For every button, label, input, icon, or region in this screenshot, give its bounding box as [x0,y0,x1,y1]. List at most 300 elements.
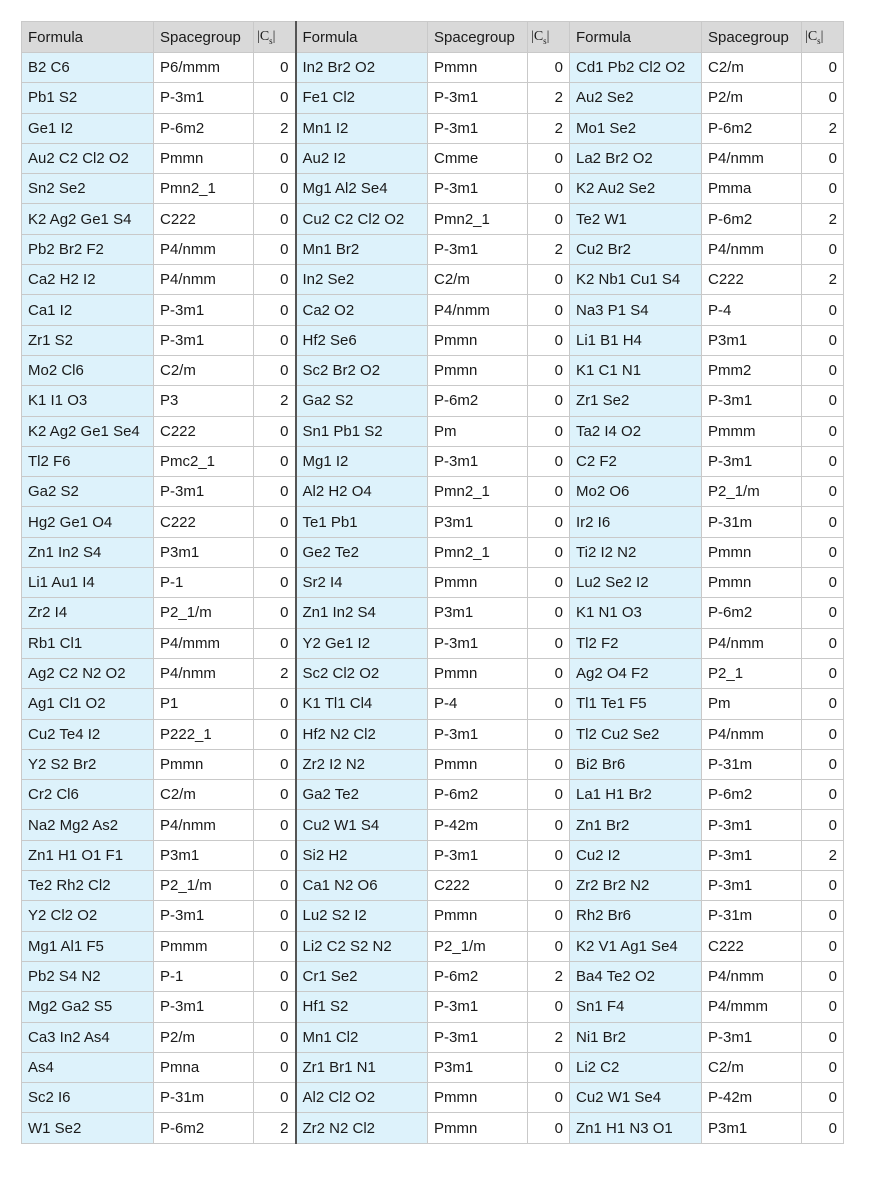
cs-value-cell: 0 [254,719,296,749]
cs-value-cell: 0 [802,992,844,1022]
cs-value-cell: 0 [528,355,570,385]
header-cs-subscript: s [817,35,821,46]
cs-value-cell: 0 [528,507,570,537]
cs-value-cell: 0 [254,628,296,658]
spacegroup-cell: P4/nmm [154,265,254,295]
cs-value-cell: 0 [254,749,296,779]
header-cs-subscript: s [543,35,547,46]
table-row [22,234,844,264]
cs-value-cell: 0 [528,1083,570,1113]
spacegroup-cell: P-3m1 [154,477,254,507]
formula-cell: Mg1 Al2 Se4 [296,174,428,204]
table-row [22,204,844,234]
table-row [22,386,844,416]
spacegroup-cell: P2_1/m [154,598,254,628]
cs-value-cell: 0 [254,840,296,870]
formula-cell: Pb2 S4 N2 [22,961,154,991]
spacegroup-cell: P-3m1 [154,83,254,113]
spacegroup-cell: Pmmn [428,53,528,83]
formula-cell: La2 Br2 O2 [570,143,702,173]
cs-value-cell: 0 [254,1022,296,1052]
table-row [22,295,844,325]
spacegroup-cell: C222 [154,204,254,234]
cs-value-cell: 0 [802,234,844,264]
formula-cell: Sn1 Pb1 S2 [296,416,428,446]
table-row [22,1022,844,1052]
formula-cell: Ga2 S2 [22,477,154,507]
cs-value-cell: 0 [528,295,570,325]
spacegroup-cell: P-3m1 [428,83,528,113]
cs-value-cell: 0 [802,1052,844,1082]
cs-value-cell: 0 [802,507,844,537]
spacegroup-cell: Pmna [154,1052,254,1082]
cs-value-cell: 0 [802,931,844,961]
cs-value-cell: 0 [802,446,844,476]
spacegroup-cell: Pmmm [154,931,254,961]
spacegroup-cell: P-3m1 [428,113,528,143]
formula-cell: K2 Ag2 Ge1 Se4 [22,416,154,446]
cs-value-cell: 2 [254,1113,296,1143]
cs-value-cell: 2 [802,204,844,234]
header-formula: Formula [570,22,702,53]
cs-value-cell: 0 [528,265,570,295]
table-row [22,265,844,295]
formula-cell: Te1 Pb1 [296,507,428,537]
cs-value-cell: 2 [802,840,844,870]
formula-cell: Ir2 I6 [570,507,702,537]
header-cs-subscript: s [269,35,273,46]
cs-value-cell: 0 [528,143,570,173]
table-row [22,477,844,507]
formula-cell: K1 C1 N1 [570,355,702,385]
formula-cell: Lu2 S2 I2 [296,901,428,931]
formula-cell: Mo2 Cl6 [22,355,154,385]
cs-value-cell: 0 [802,810,844,840]
table-row [22,1113,844,1143]
cs-value-cell: 0 [254,598,296,628]
cs-value-cell: 0 [254,992,296,1022]
formula-cell: Ag1 Cl1 O2 [22,689,154,719]
spacegroup-cell: P2_1/m [154,871,254,901]
cs-value-cell: 0 [528,931,570,961]
table-body [22,53,844,1144]
spacegroup-cell: C222 [428,871,528,901]
spacegroup-cell: P-6m2 [428,780,528,810]
cs-value-cell: 0 [254,931,296,961]
spacegroup-cell: P3m1 [702,1113,802,1143]
table-row [22,598,844,628]
table-row [22,628,844,658]
formula-cell: Pb1 S2 [22,83,154,113]
spacegroup-cell: C222 [702,265,802,295]
spacegroup-cell: P4/nmm [702,143,802,173]
cs-value-cell: 0 [528,537,570,567]
table-row [22,143,844,173]
cs-value-cell: 0 [254,355,296,385]
formula-cell: Sc2 Br2 O2 [296,355,428,385]
table-row [22,658,844,688]
cs-value-cell: 2 [528,113,570,143]
cs-value-cell: 0 [254,174,296,204]
cs-value-cell: 0 [802,1022,844,1052]
table-row [22,840,844,870]
formula-cell: Ge1 I2 [22,113,154,143]
cs-value-cell: 0 [528,204,570,234]
cs-value-cell: 0 [802,83,844,113]
cs-value-cell: 0 [802,537,844,567]
table-row [22,355,844,385]
cs-value-cell: 0 [802,386,844,416]
cs-value-cell: 0 [528,658,570,688]
formula-cell: Sc2 I6 [22,1083,154,1113]
cs-value-cell: 0 [528,1052,570,1082]
materials-table-container [21,21,844,1144]
cs-value-cell: 0 [528,53,570,83]
table-row [22,992,844,1022]
formula-cell: K2 V1 Ag1 Se4 [570,931,702,961]
spacegroup-cell: Pmn2_1 [428,204,528,234]
cs-value-cell: 0 [802,174,844,204]
formula-cell: Li2 C2 S2 N2 [296,931,428,961]
formula-cell: As4 [22,1052,154,1082]
cs-value-cell: 2 [254,658,296,688]
formula-cell: Zr1 Se2 [570,386,702,416]
formula-cell: Zn1 H1 N3 O1 [570,1113,702,1143]
cs-value-cell: 0 [802,416,844,446]
cs-value-cell: 0 [802,871,844,901]
cs-value-cell: 0 [802,295,844,325]
spacegroup-cell: P3 [154,386,254,416]
spacegroup-cell: P3m1 [428,598,528,628]
cs-value-cell: 0 [802,689,844,719]
spacegroup-cell: P-3m1 [702,871,802,901]
formula-cell: Na2 Mg2 As2 [22,810,154,840]
formula-cell: Zr1 Br1 N1 [296,1052,428,1082]
formula-cell: Mg2 Ga2 S5 [22,992,154,1022]
cs-value-cell: 0 [802,1113,844,1143]
cs-value-cell: 0 [802,628,844,658]
cs-value-cell: 0 [802,325,844,355]
cs-value-cell: 0 [254,901,296,931]
formula-cell: Ta2 I4 O2 [570,416,702,446]
spacegroup-cell: C222 [154,507,254,537]
spacegroup-cell: C2/m [428,265,528,295]
spacegroup-cell: P-3m1 [428,992,528,1022]
formula-cell: Mn1 Br2 [296,234,428,264]
spacegroup-cell: Pmmn [428,1113,528,1143]
spacegroup-cell: P3m1 [428,507,528,537]
cs-value-cell: 0 [254,780,296,810]
cs-value-cell: 0 [254,689,296,719]
formula-cell: Cu2 C2 Cl2 O2 [296,204,428,234]
formula-cell: Ca1 N2 O6 [296,871,428,901]
formula-cell: Cu2 Br2 [570,234,702,264]
spacegroup-cell: P-3m1 [428,840,528,870]
spacegroup-cell: Pmmn [428,568,528,598]
spacegroup-cell: P3m1 [428,1052,528,1082]
formula-cell: La1 H1 Br2 [570,780,702,810]
spacegroup-cell: P-31m [702,901,802,931]
spacegroup-cell: Pmmn [702,537,802,567]
cs-value-cell: 0 [528,568,570,598]
spacegroup-cell: Pmmn [428,901,528,931]
spacegroup-cell: P-3m1 [154,295,254,325]
formula-cell: Zn1 In2 S4 [296,598,428,628]
header-formula: Formula [296,22,428,53]
table-row [22,537,844,567]
spacegroup-cell: P-3m1 [428,1022,528,1052]
table-row [22,83,844,113]
cs-value-cell: 0 [802,598,844,628]
formula-cell: K2 Ag2 Ge1 S4 [22,204,154,234]
spacegroup-cell: C222 [702,931,802,961]
formula-cell: Hf2 N2 Cl2 [296,719,428,749]
cs-value-cell: 0 [528,719,570,749]
spacegroup-cell: P-1 [154,961,254,991]
spacegroup-cell: Pmmn [154,143,254,173]
cs-value-cell: 0 [528,901,570,931]
formula-cell: Ga2 S2 [296,386,428,416]
formula-cell: C2 F2 [570,446,702,476]
formula-cell: Ge2 Te2 [296,537,428,567]
formula-cell: Zn1 Br2 [570,810,702,840]
formula-cell: Y2 Ge1 I2 [296,628,428,658]
cs-value-cell: 0 [528,840,570,870]
spacegroup-cell: Pmmn [428,658,528,688]
formula-cell: Zr2 N2 Cl2 [296,1113,428,1143]
table-row [22,1083,844,1113]
spacegroup-cell: C2/m [154,355,254,385]
table-row [22,961,844,991]
cs-value-cell: 0 [528,598,570,628]
cs-value-cell: 0 [254,537,296,567]
spacegroup-cell: P-42m [702,1083,802,1113]
cs-value-cell: 0 [528,689,570,719]
formula-cell: W1 Se2 [22,1113,154,1143]
header-spacegroup: Spacegroup [428,22,528,53]
cs-value-cell: 0 [254,53,296,83]
formula-cell: Tl2 F2 [570,628,702,658]
spacegroup-cell: P-6m2 [702,598,802,628]
spacegroup-cell: C2/m [702,53,802,83]
cs-value-cell: 0 [528,992,570,1022]
spacegroup-cell: Pmmm [702,416,802,446]
spacegroup-cell: P2_1/m [702,477,802,507]
header-formula: Formula [22,22,154,53]
cs-value-cell: 0 [802,1083,844,1113]
spacegroup-cell: Pmn2_1 [154,174,254,204]
spacegroup-cell: P-31m [154,1083,254,1113]
formula-cell: Mo2 O6 [570,477,702,507]
formula-cell: Zr2 I2 N2 [296,749,428,779]
cs-value-cell: 0 [802,780,844,810]
header-cs: $|C_s|$ [528,22,570,53]
spacegroup-cell: P-3m1 [702,446,802,476]
formula-cell: Y2 Cl2 O2 [22,901,154,931]
spacegroup-cell: P-3m1 [154,325,254,355]
formula-cell: K2 Nb1 Cu1 S4 [570,265,702,295]
spacegroup-cell: C2/m [702,1052,802,1082]
table-row [22,810,844,840]
cs-value-cell: 0 [528,446,570,476]
table-row [22,113,844,143]
table-row [22,749,844,779]
formula-cell: Na3 P1 S4 [570,295,702,325]
spacegroup-cell: P-3m1 [702,840,802,870]
spacegroup-cell: P-3m1 [428,234,528,264]
spacegroup-cell: C222 [154,416,254,446]
cs-value-cell: 0 [254,446,296,476]
cs-value-cell: 2 [802,265,844,295]
formula-cell: Cd1 Pb2 Cl2 O2 [570,53,702,83]
table-row [22,1052,844,1082]
spacegroup-cell: P6/mmm [154,53,254,83]
formula-cell: Tl1 Te1 F5 [570,689,702,719]
cs-value-cell: 0 [802,53,844,83]
table-row [22,568,844,598]
formula-cell: Mg1 Al1 F5 [22,931,154,961]
cs-value-cell: 0 [254,507,296,537]
spacegroup-cell: P4/nmm [154,658,254,688]
spacegroup-cell: Pmmn [154,749,254,779]
spacegroup-cell: Cmme [428,143,528,173]
spacegroup-cell: P-6m2 [154,113,254,143]
formula-cell: Ni1 Br2 [570,1022,702,1052]
spacegroup-cell: P-6m2 [154,1113,254,1143]
formula-cell: Cu2 W1 S4 [296,810,428,840]
cs-value-cell: 0 [254,234,296,264]
spacegroup-cell: Pmmn [428,355,528,385]
spacegroup-cell: P4/nmm [702,628,802,658]
cs-value-cell: 0 [254,477,296,507]
spacegroup-cell: P-3m1 [154,992,254,1022]
formula-cell: In2 Se2 [296,265,428,295]
formula-cell: Cu2 I2 [570,840,702,870]
cs-value-cell: 2 [802,113,844,143]
header-cs: $|C_s|$ [802,22,844,53]
formula-cell: Zr2 I4 [22,598,154,628]
formula-cell: Sn1 F4 [570,992,702,1022]
cs-value-cell: 0 [802,749,844,779]
formula-cell: K1 I1 O3 [22,386,154,416]
cs-value-cell: 0 [802,658,844,688]
cs-value-cell: 2 [528,961,570,991]
cs-value-cell: 2 [254,386,296,416]
formula-cell: Au2 I2 [296,143,428,173]
cs-value-cell: 0 [528,810,570,840]
formula-cell: In2 Br2 O2 [296,53,428,83]
spacegroup-cell: P4/nmm [428,295,528,325]
formula-cell: Rb1 Cl1 [22,628,154,658]
formula-cell: Cu2 W1 Se4 [570,1083,702,1113]
spacegroup-cell: P-31m [702,749,802,779]
cs-value-cell: 0 [254,810,296,840]
formula-cell: Cu2 Te4 I2 [22,719,154,749]
formula-cell: B2 C6 [22,53,154,83]
spacegroup-cell: Pmc2_1 [154,446,254,476]
spacegroup-cell: Pmmn [428,1083,528,1113]
spacegroup-cell: P-6m2 [702,780,802,810]
spacegroup-cell: P-3m1 [428,719,528,749]
spacegroup-cell: Pmmn [428,325,528,355]
formula-cell: Cr1 Se2 [296,961,428,991]
formula-cell: Zn1 H1 O1 F1 [22,840,154,870]
spacegroup-cell: P-31m [702,507,802,537]
spacegroup-cell: P-6m2 [428,961,528,991]
table-row [22,507,844,537]
formula-cell: Au2 Se2 [570,83,702,113]
formula-cell: Si2 H2 [296,840,428,870]
cs-value-cell: 0 [802,719,844,749]
spacegroup-cell: P-6m2 [702,113,802,143]
cs-value-cell: 0 [528,1113,570,1143]
cs-value-cell: 0 [528,871,570,901]
spacegroup-cell: P2/m [702,83,802,113]
cs-value-cell: 0 [802,355,844,385]
formula-cell: Ca2 H2 I2 [22,265,154,295]
formula-cell: Hf1 S2 [296,992,428,1022]
table-row [22,719,844,749]
spacegroup-cell: P-3m1 [428,628,528,658]
materials-table [21,21,844,1144]
formula-cell: Zr2 Br2 N2 [570,871,702,901]
cs-value-cell: 0 [802,143,844,173]
formula-cell: Li1 B1 H4 [570,325,702,355]
table-row [22,53,844,83]
spacegroup-cell: P3m1 [154,840,254,870]
spacegroup-cell: P-3m1 [702,810,802,840]
cs-value-cell: 2 [528,1022,570,1052]
cs-value-cell: 0 [528,628,570,658]
formula-cell: Te2 Rh2 Cl2 [22,871,154,901]
header-cs-letter: C [259,28,270,44]
spacegroup-cell: Pmn2_1 [428,477,528,507]
spacegroup-cell: Pmmn [428,749,528,779]
cs-value-cell: 0 [528,749,570,779]
formula-cell: Lu2 Se2 I2 [570,568,702,598]
formula-cell: Au2 C2 Cl2 O2 [22,143,154,173]
header-spacegroup: Spacegroup [154,22,254,53]
table-row [22,689,844,719]
header-spacegroup: Spacegroup [702,22,802,53]
cs-value-cell: 0 [254,83,296,113]
cs-value-cell: 0 [254,1083,296,1113]
table-row [22,931,844,961]
formula-cell: Mn1 Cl2 [296,1022,428,1052]
cs-value-cell: 0 [254,265,296,295]
cs-value-cell: 0 [802,961,844,991]
cs-value-cell: 0 [254,295,296,325]
spacegroup-cell: P-3m1 [428,174,528,204]
cs-value-cell: 0 [528,386,570,416]
table-row [22,901,844,931]
cs-value-cell: 0 [254,416,296,446]
formula-cell: Mo1 Se2 [570,113,702,143]
formula-cell: Ca2 O2 [296,295,428,325]
formula-cell: Fe1 Cl2 [296,83,428,113]
cs-value-cell: 0 [254,961,296,991]
formula-cell: Li1 Au1 I4 [22,568,154,598]
formula-cell: Ba4 Te2 O2 [570,961,702,991]
cs-value-cell: 0 [254,325,296,355]
table-row [22,416,844,446]
formula-cell: Ca3 In2 As4 [22,1022,154,1052]
spacegroup-cell: C2/m [154,780,254,810]
cs-value-cell: 0 [802,901,844,931]
spacegroup-cell: P-4 [702,295,802,325]
spacegroup-cell: P-4 [428,689,528,719]
spacegroup-cell: P4/nmm [154,234,254,264]
